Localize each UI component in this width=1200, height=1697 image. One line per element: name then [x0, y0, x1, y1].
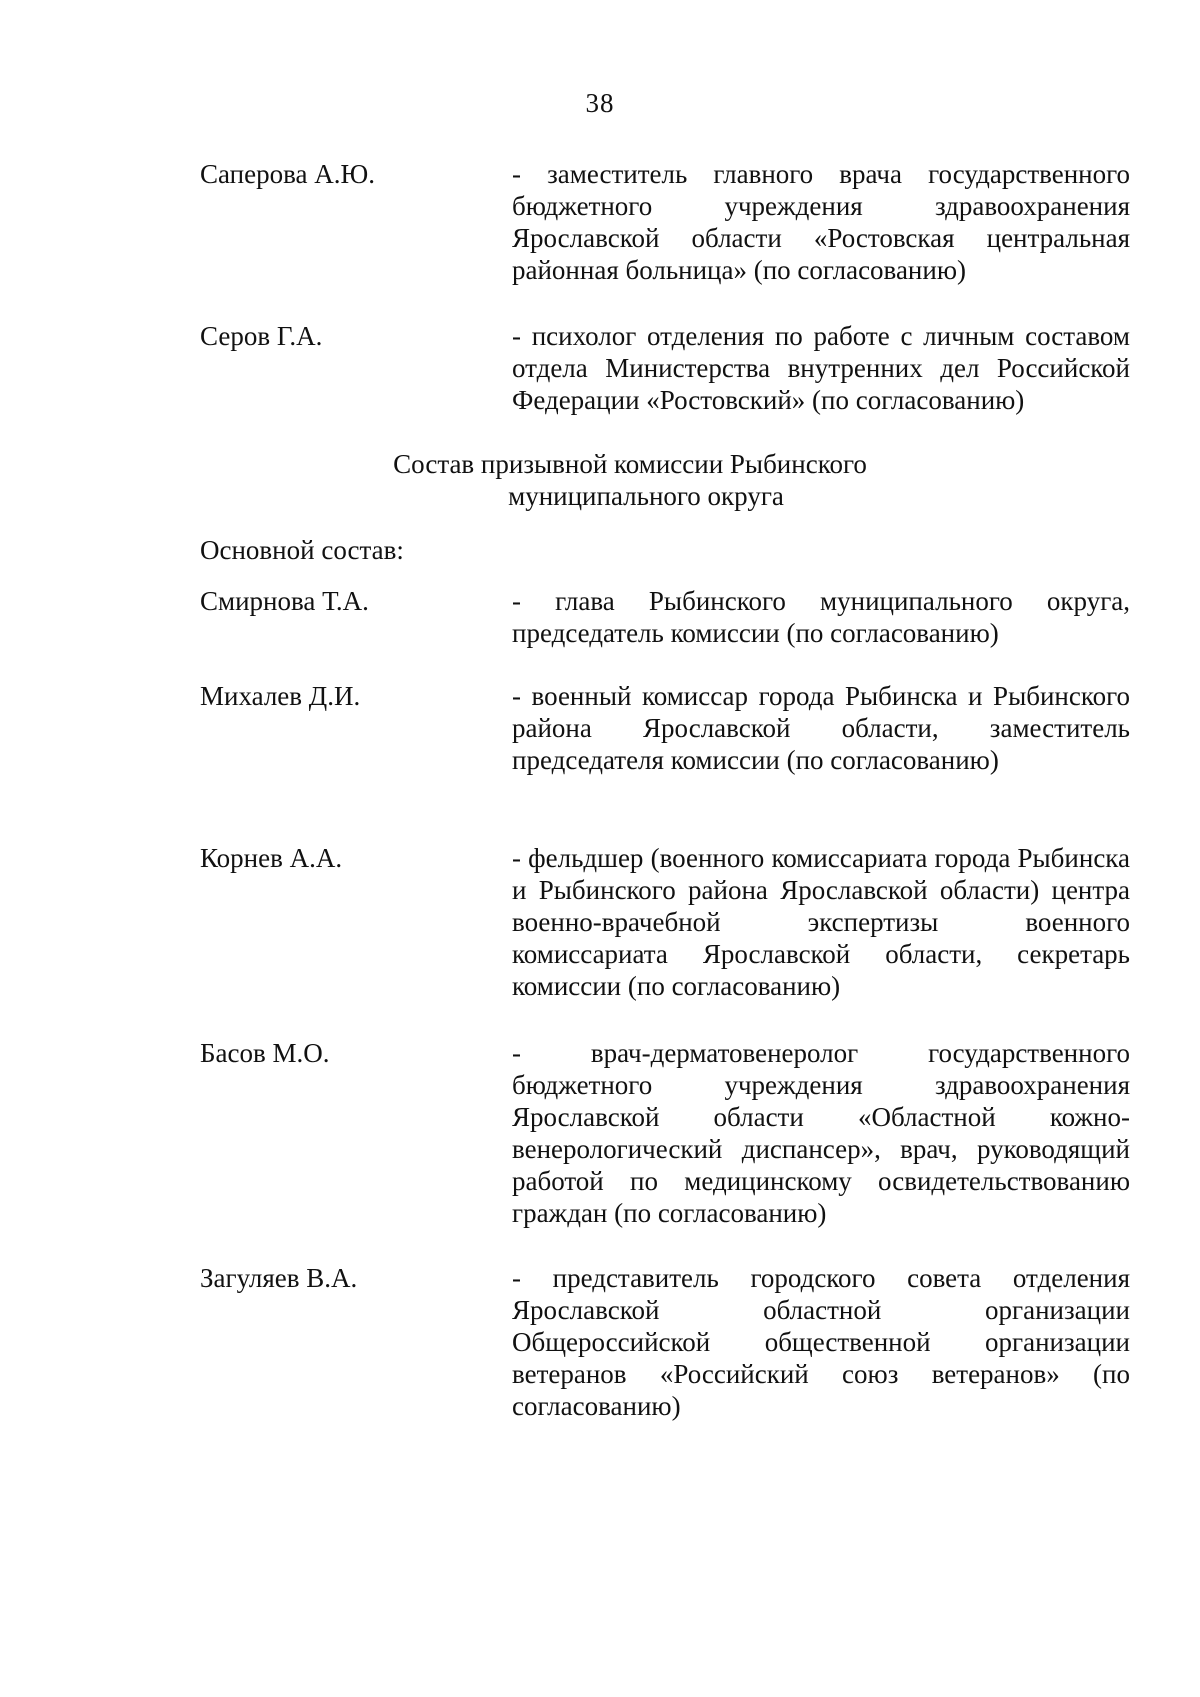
member-name: Серов Г.А.	[200, 321, 323, 351]
section-title-line-1: Состав призывной комиссии Рыбинского	[393, 449, 867, 479]
member-name: Басов М.О.	[200, 1038, 330, 1068]
section-title	[0, 448, 1200, 512]
list-item	[200, 320, 1130, 420]
member-description: - заместитель главного врача государственного бюджетного учреждения здравоохранения Ярославской области «Ростовская центральная районная больница» (по согласованию)	[512, 159, 1130, 285]
list-item	[200, 842, 1130, 1007]
subheading: Основной состав:	[200, 535, 404, 565]
member-name: Смирнова Т.А.	[200, 586, 369, 616]
member-description: - военный комиссар города Рыбинска и Рыбинского района Ярославской области, заместитель председателя комиссии (по согласованию)	[512, 681, 1130, 775]
member-description: - врач-дерматовенеролог государственного бюджетного учреждения здравоохранения Ярославской области «Областной кожно-венерологический диспансер», врач, руководящий работой по медицинскому освидетельствованию граждан (по согласованию)	[512, 1038, 1130, 1228]
member-name: Михалев Д.И.	[200, 681, 361, 711]
list-item	[200, 158, 1130, 288]
page-number: 38	[585, 88, 615, 118]
member-name: Загуляев В.А.	[200, 1263, 358, 1293]
list-item	[200, 1262, 1130, 1427]
list-item	[200, 1037, 1130, 1232]
member-description: - глава Рыбинского муниципального округа, председатель комиссии (по согласованию)	[512, 586, 1130, 648]
list-item	[200, 680, 1130, 810]
member-description: - психолог отделения по работе с личным составом отдела Министерства внутренних дел Российской Федерации «Ростовский» (по согласованию)	[512, 321, 1130, 415]
member-name: Корнев А.А.	[200, 843, 343, 873]
member-name: Саперова А.Ю.	[200, 159, 375, 189]
member-description: - фельдшер (военного комиссариата города Рыбинска и Рыбинского района Ярославской области) центра военно-врачебной экспертизы военного комиссариата Ярославской области, секретарь комиссии (по согласованию)	[512, 843, 1130, 1001]
section-title-line-2: муниципального округа	[508, 481, 784, 511]
member-description: - представитель городского совета отделения Ярославской областной организации Общероссийской общественной организации ветеранов «Российский союз ветеранов» (по согласованию)	[512, 1263, 1130, 1421]
list-item	[200, 585, 1130, 655]
